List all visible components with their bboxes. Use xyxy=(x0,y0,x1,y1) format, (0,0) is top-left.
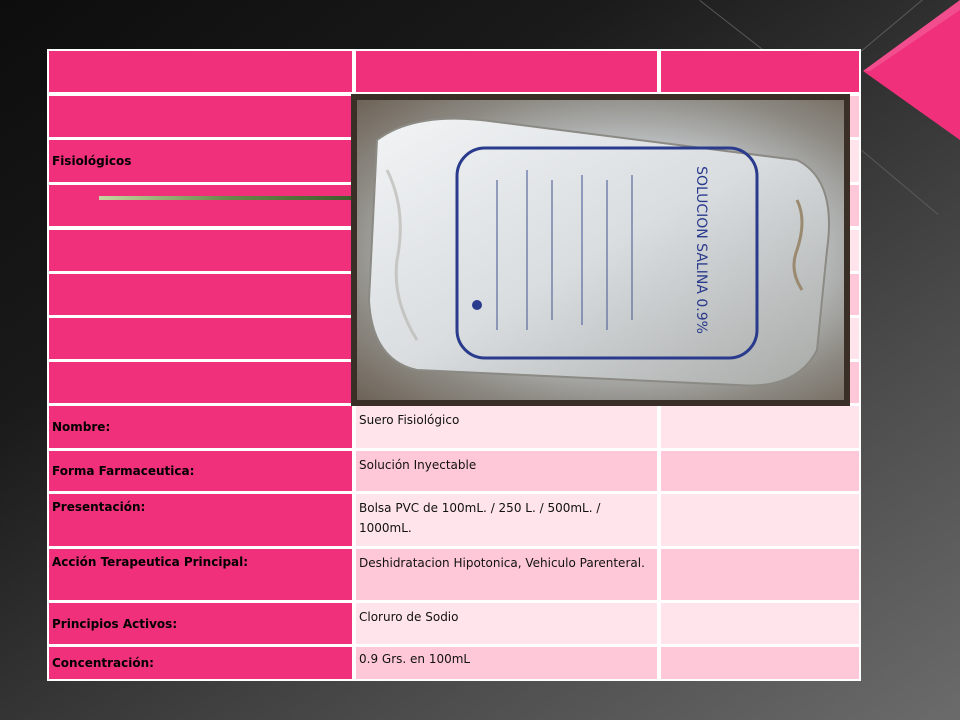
table-cell xyxy=(661,494,859,546)
table-row-label xyxy=(49,603,352,644)
row-label-principios: Principios Activos: xyxy=(52,616,178,631)
table-row-value xyxy=(356,603,657,644)
saline-bag-image xyxy=(357,100,844,400)
table-row-value xyxy=(356,451,657,491)
table-header-cell xyxy=(49,51,352,92)
table-cell xyxy=(661,647,859,679)
decorative-line xyxy=(699,0,763,50)
table-row-label xyxy=(49,549,352,600)
table-cell xyxy=(49,318,352,359)
table-row-value xyxy=(356,647,657,679)
table-cell xyxy=(49,96,352,137)
table-cell xyxy=(661,549,859,600)
row-label-forma: Forma Farmaceutica: xyxy=(52,464,195,478)
decorative-line xyxy=(861,150,938,215)
decorative-gradient-bar xyxy=(99,196,353,200)
pink-corner-triangle xyxy=(860,0,960,140)
table-row-value xyxy=(356,494,657,546)
saline-bag-illustration xyxy=(357,100,844,400)
table-cell xyxy=(661,603,859,644)
row-label-concentracion: Concentración: xyxy=(52,656,154,670)
table-header-cell xyxy=(356,51,657,92)
row-value-presentacion: Bolsa PVC de 100mL. / 250 L. / 500mL. / 1000mL. xyxy=(359,501,601,535)
table-header-cell xyxy=(661,51,859,92)
saline-bag-photo xyxy=(351,94,850,406)
category-label xyxy=(49,140,352,182)
table-cell xyxy=(49,362,352,403)
table-row-label xyxy=(49,494,352,546)
table-cell xyxy=(661,406,859,448)
row-label-accion: Acción Terapeutica Principal: xyxy=(52,555,249,569)
category-label-text: Fisiológicos xyxy=(52,154,132,168)
row-value-accion: Deshidratacion Hipotonica, Vehiculo Parenteral. xyxy=(359,556,645,570)
table-row-label xyxy=(49,406,352,448)
row-value-concentracion: 0.9 Grs. en 100mL xyxy=(359,652,471,666)
row-value-nombre: Suero Fisiológico xyxy=(359,413,460,427)
table-cell xyxy=(49,274,352,315)
table-row-label xyxy=(49,647,352,679)
row-label-presentacion: Presentación: xyxy=(52,500,146,514)
bag-print-text: SOLUCION SALINA 0.9% xyxy=(693,166,709,334)
row-value-principios: Cloruro de Sodio xyxy=(359,610,459,624)
table-row-value xyxy=(356,406,657,448)
table-row-label xyxy=(49,451,352,491)
table-cell xyxy=(49,185,352,226)
table-cell xyxy=(661,451,859,491)
table-row-value xyxy=(356,549,657,600)
row-value-forma: Solución Inyectable xyxy=(359,458,477,472)
table-cell xyxy=(49,230,352,271)
row-label-nombre: Nombre: xyxy=(52,420,111,434)
